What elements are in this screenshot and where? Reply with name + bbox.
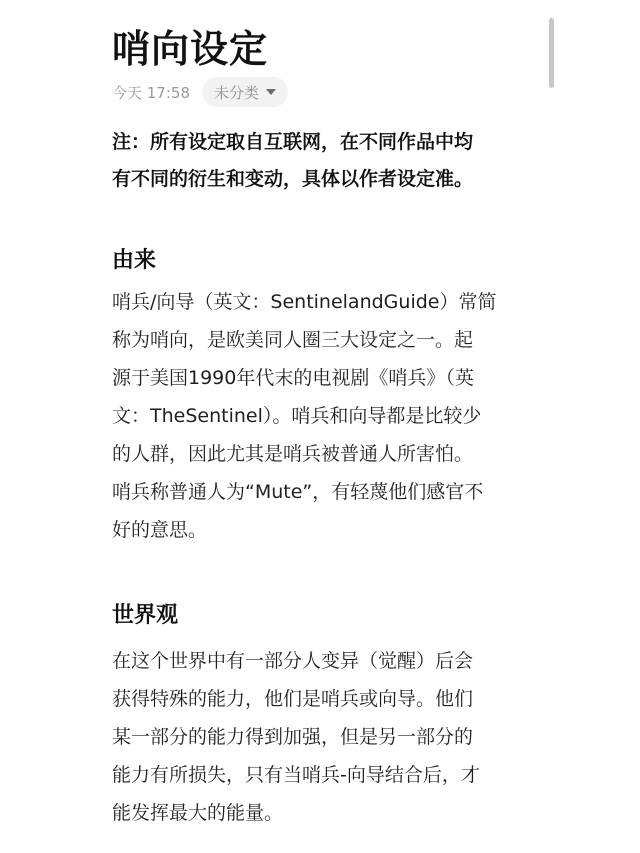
body-line: 称为哨向，是欧美同人圈三大设定之一。起 (112, 329, 474, 351)
body-line: 哨兵称普通人为“Mute”，有轻蔑他们感官不 (112, 481, 484, 503)
category-dropdown[interactable] (202, 77, 288, 107)
body-line: 能力有所损失，只有当哨兵-向导结合后，才 (112, 764, 480, 786)
section-body-origin (112, 283, 542, 549)
body-line: 哨兵/向导（英文：SentinelandGuide）常简 (112, 291, 497, 313)
disclaimer-line: 注：所有设定取自互联网，在不同作品中均 (112, 131, 474, 153)
section-heading-worldview: 世界观 (112, 603, 179, 628)
caret-down-icon (266, 89, 276, 95)
body-line: 源于美国1990年代末的电视剧《哨兵》（英 (112, 367, 474, 389)
scrollbar[interactable] (549, 18, 554, 88)
disclaimer (112, 124, 532, 198)
body-line: 获得特殊的能力，他们是哨兵或向导。他们 (112, 688, 474, 710)
body-line: 文：TheSentinel）。哨兵和向导都是比较少 (112, 405, 482, 427)
body-line: 某一部分的能力得到加强，但是另一部分的 (112, 726, 474, 748)
body-line: 能发挥最大的能量。 (112, 802, 284, 824)
disclaimer-line: 有不同的衍生和变动，具体以作者设定准。 (112, 168, 474, 190)
body-line: 好的意思。 (112, 519, 208, 541)
section-heading-origin: 由来 (112, 248, 157, 273)
body-line: 在这个世界中有一部分人变异（觉醒）后会 (112, 650, 474, 672)
note-title[interactable]: 哨向设定 (112, 27, 269, 71)
category-label: 未分类 (214, 83, 260, 102)
note-meta (112, 77, 288, 107)
section-body-worldview (112, 642, 542, 832)
note-timestamp: 今天 17:58 (112, 83, 190, 102)
body-line: 的人群，因此尤其是哨兵被普通人所害怕。 (112, 443, 474, 465)
